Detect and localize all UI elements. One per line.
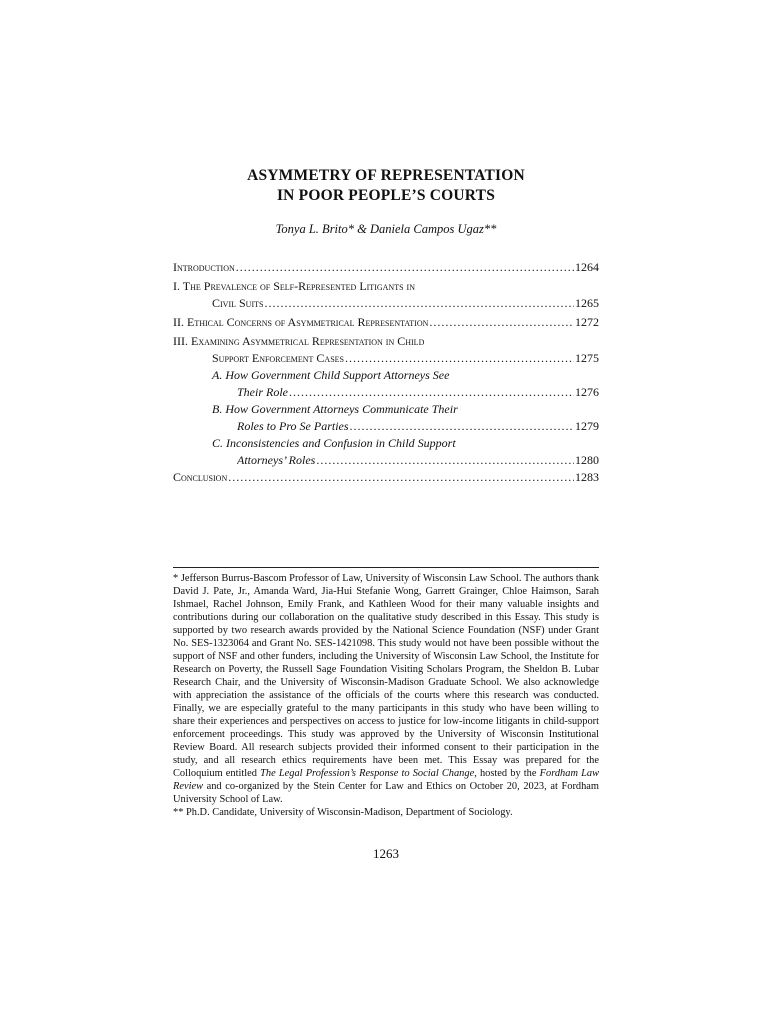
toc-part-3-line-1[interactable] [173,333,599,350]
toc-entry-label: Support Enforcement Cases [212,351,344,365]
toc-entry-label: B. How Government Attorneys Communicate Their [212,402,458,416]
toc-entry-label: C. Inconsistencies and Confusion in Child Support [212,436,456,450]
toc-entry-label: Their Role [237,385,288,399]
colloquium-title: The Legal Profession’s Response to Social Change [260,768,475,779]
toc-entry-label: II. Ethical Concerns of Asymmetrical Representation [173,315,429,329]
toc-entry-label: Civil Suits [212,296,264,310]
title-line-1: ASYMMETRY OF REPRESENTATION [247,167,525,184]
journal-name: Fordham Law Review [173,768,600,792]
page-number: 1263 [373,846,399,861]
toc-part-1-line-1[interactable] [173,278,599,295]
toc-page-number: 1279 [575,419,599,433]
toc-page-number: 1275 [575,351,599,365]
toc-leader [345,350,574,367]
toc-part-2[interactable] [173,314,599,331]
toc-part-3b-line-2[interactable] [173,418,599,435]
toc-part-3a-line-2[interactable] [173,384,599,401]
toc-page-number: 1276 [575,385,599,399]
toc-entry-label: Attorneys’ Roles [237,453,316,467]
toc-entry-label: A. How Government Child Support Attorneys See [212,368,450,382]
footnote-1 [173,572,599,806]
toc-leader [350,418,574,435]
toc-conclusion[interactable] [173,469,599,486]
toc-leader [228,469,574,486]
toc-introduction[interactable] [173,259,599,276]
article-title [172,166,600,206]
toc-part-1-line-2[interactable] [173,295,599,312]
toc-part-3b-line-1[interactable] [173,401,599,418]
toc-leader [316,452,574,469]
toc-leader [429,314,574,331]
toc-part-3a-line-1[interactable] [173,367,599,384]
toc-leader [264,295,574,312]
footnotes [173,572,599,819]
toc-page-number: 1283 [575,470,599,484]
authors: Tonya L. Brito* & Daniela Campos Ugaz** [275,222,497,236]
toc-page-number: 1265 [575,296,599,310]
toc-part-3c-line-2[interactable] [173,452,599,469]
toc-entry-label: Conclusion [173,470,228,484]
toc-page-number: 1272 [575,315,599,329]
table-of-contents [173,259,599,486]
toc-leader [236,259,574,276]
title-line-2: IN POOR PEOPLE’S COURTS [276,187,496,204]
toc-entry-label: Roles to Pro Se Parties [237,419,349,433]
toc-part-3-line-2[interactable] [173,350,599,367]
footnote-1-text: * Jefferson Burrus-Bascom Professor of Law, University of Wisconsin Law School. The authors thank David J. Pate, Jr., Amanda Ward, Jia-Hui Stefanie Wong, Garrett Grainger, Chloe Haimson, Sarah Ishmael, Rachel Johnson, Emily Frank, and Kathleen Wood for their many valuable insights and contributions during our collaboration on the qualitative study described in this Essay. This study is supported by two research awards provided by the National Science Foundation (NSF) under Grant No. SES-1323064 and Grant No. SES-1421098. This study would not have been possible without the support of NSF and other funders, including the University of Wisconsin Law School, the Institute for Research on Poverty, the Russell Sage Foundation Visiting Scholars Program, the Sheldon B. Lubar Research Chair, and the University of Wisconsin-Madison Graduate School. We also acknowledge with appreciation the assistance of the officials of the courts where this research was conducted. Finally, we are especially grateful to the many participants in this study who have been willing to share their experiences and perspectives on access to justice for low-income litigants in child-support enforcement proceedings. This study was approved by the University of Wisconsin Institutional Review Board. All research subjects provided their informed consent to their participation in the study, and all research ethics requirements have been met. This Essay was prepared for the Colloquium entitled [173,573,599,779]
toc-entry-label: I. The Prevalence of Self-Represented Litigants in [173,279,415,293]
footnote-1-text-c: and co-organized by the Stein Center for Law and Ethics on October 20, 2023, at Fordham University School of Law. [173,781,599,805]
footnote-2: ** Ph.D. Candidate, University of Wisconsin-Madison, Department of Sociology. [173,807,513,818]
footnote-1-text-b: , hosted by the [474,768,540,779]
toc-leader [289,384,574,401]
toc-part-3c-line-1[interactable] [173,435,599,452]
toc-page-number: 1264 [575,260,599,274]
toc-entry-label: Introduction [173,260,235,274]
footnote-divider [173,567,599,568]
toc-entry-label: III. Examining Asymmetrical Representation in Child [173,334,425,348]
toc-page-number: 1280 [575,453,599,467]
